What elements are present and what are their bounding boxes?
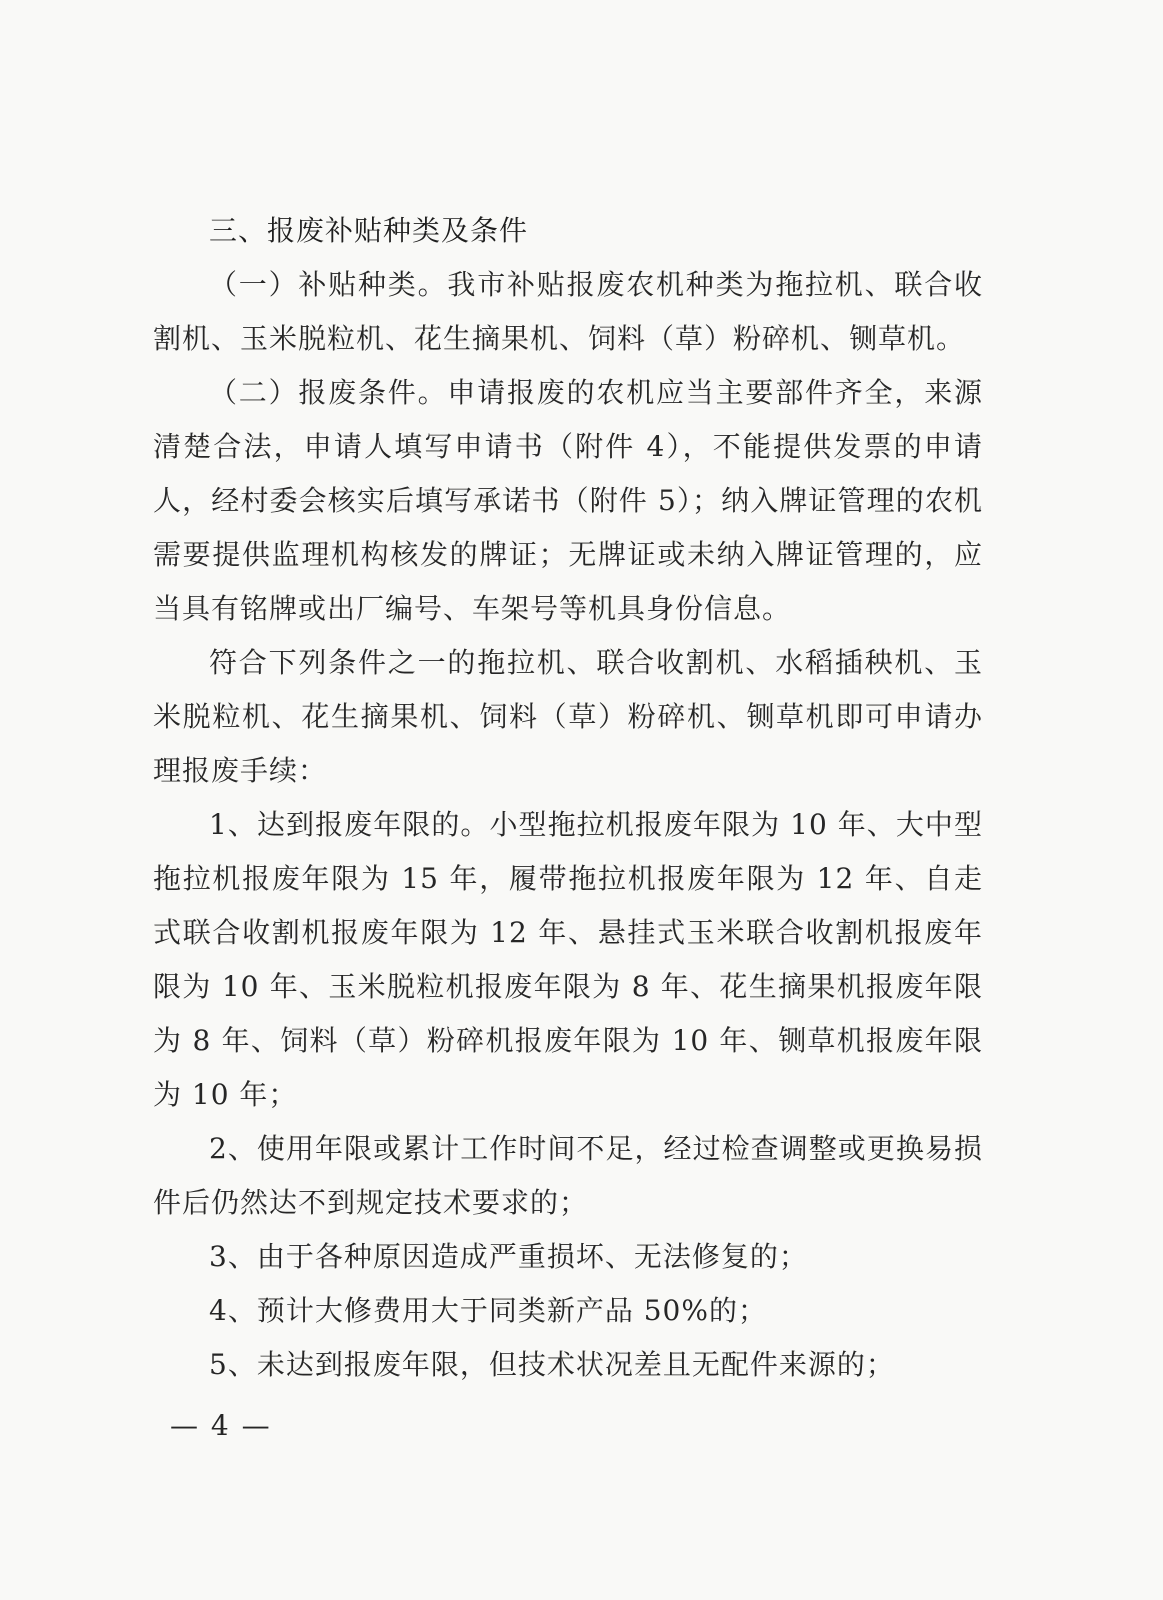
- paragraph-subsidy-types: （一）补贴种类。我市补贴报废农机种类为拖拉机、联合收割机、玉米脱粒机、花生摘果机、饲料（草）粉碎机、铡草机。: [153, 268, 983, 355]
- section-heading: 三、报废补贴种类及条件: [209, 214, 529, 247]
- list-item-repair-cost: 4、预计大修费用大于同类新产品 50%的；: [209, 1294, 767, 1327]
- paragraph-eligible-machines: 符合下列条件之一的拖拉机、联合收割机、水稻插秧机、玉米脱粒机、花生摘果机、饲料（草）粉碎机、铡草机即可申请办理报废手续：: [153, 646, 983, 787]
- list-item-no-parts: 5、未达到报废年限，但技术状况差且无配件来源的；: [209, 1348, 895, 1381]
- list-item-scrap-age: 1、达到报废年限的。小型拖拉机报废年限为 10 年、大中型拖拉机报废年限为 15 年，履带拖拉机报废年限为 12 年、自走式联合收割机报废年限为 12 年、悬挂式玉米联合收割机报废年限为 10 年、玉米脱粒机报废年限为 8 年、花生摘果机报废年限为 8 年、饲料（草）粉碎机报废年限为 10 年、铡草机报废年限为 10 年；: [153, 808, 983, 1111]
- list-item-severe-damage: 3、由于各种原因造成严重损坏、无法修复的；: [209, 1240, 808, 1273]
- paragraph-scrap-conditions: （二）报废条件。申请报废的农机应当主要部件齐全，来源清楚合法，申请人填写申请书（附件 4），不能提供发票的申请人，经村委会核实后填写承诺书（附件 5）；纳入牌证管理的农机需要提供监理机构核发的牌证；无牌证或未纳入牌证管理的，应当具有铭牌或出厂编号、车架号等机具身份信息。: [153, 376, 983, 625]
- document-body: [153, 204, 983, 1392]
- page-number: — 4 —: [170, 1409, 272, 1442]
- list-item-insufficient-usage: 2、使用年限或累计工作时间不足，经过检查调整或更换易损件后仍然达不到规定技术要求的；: [153, 1132, 983, 1219]
